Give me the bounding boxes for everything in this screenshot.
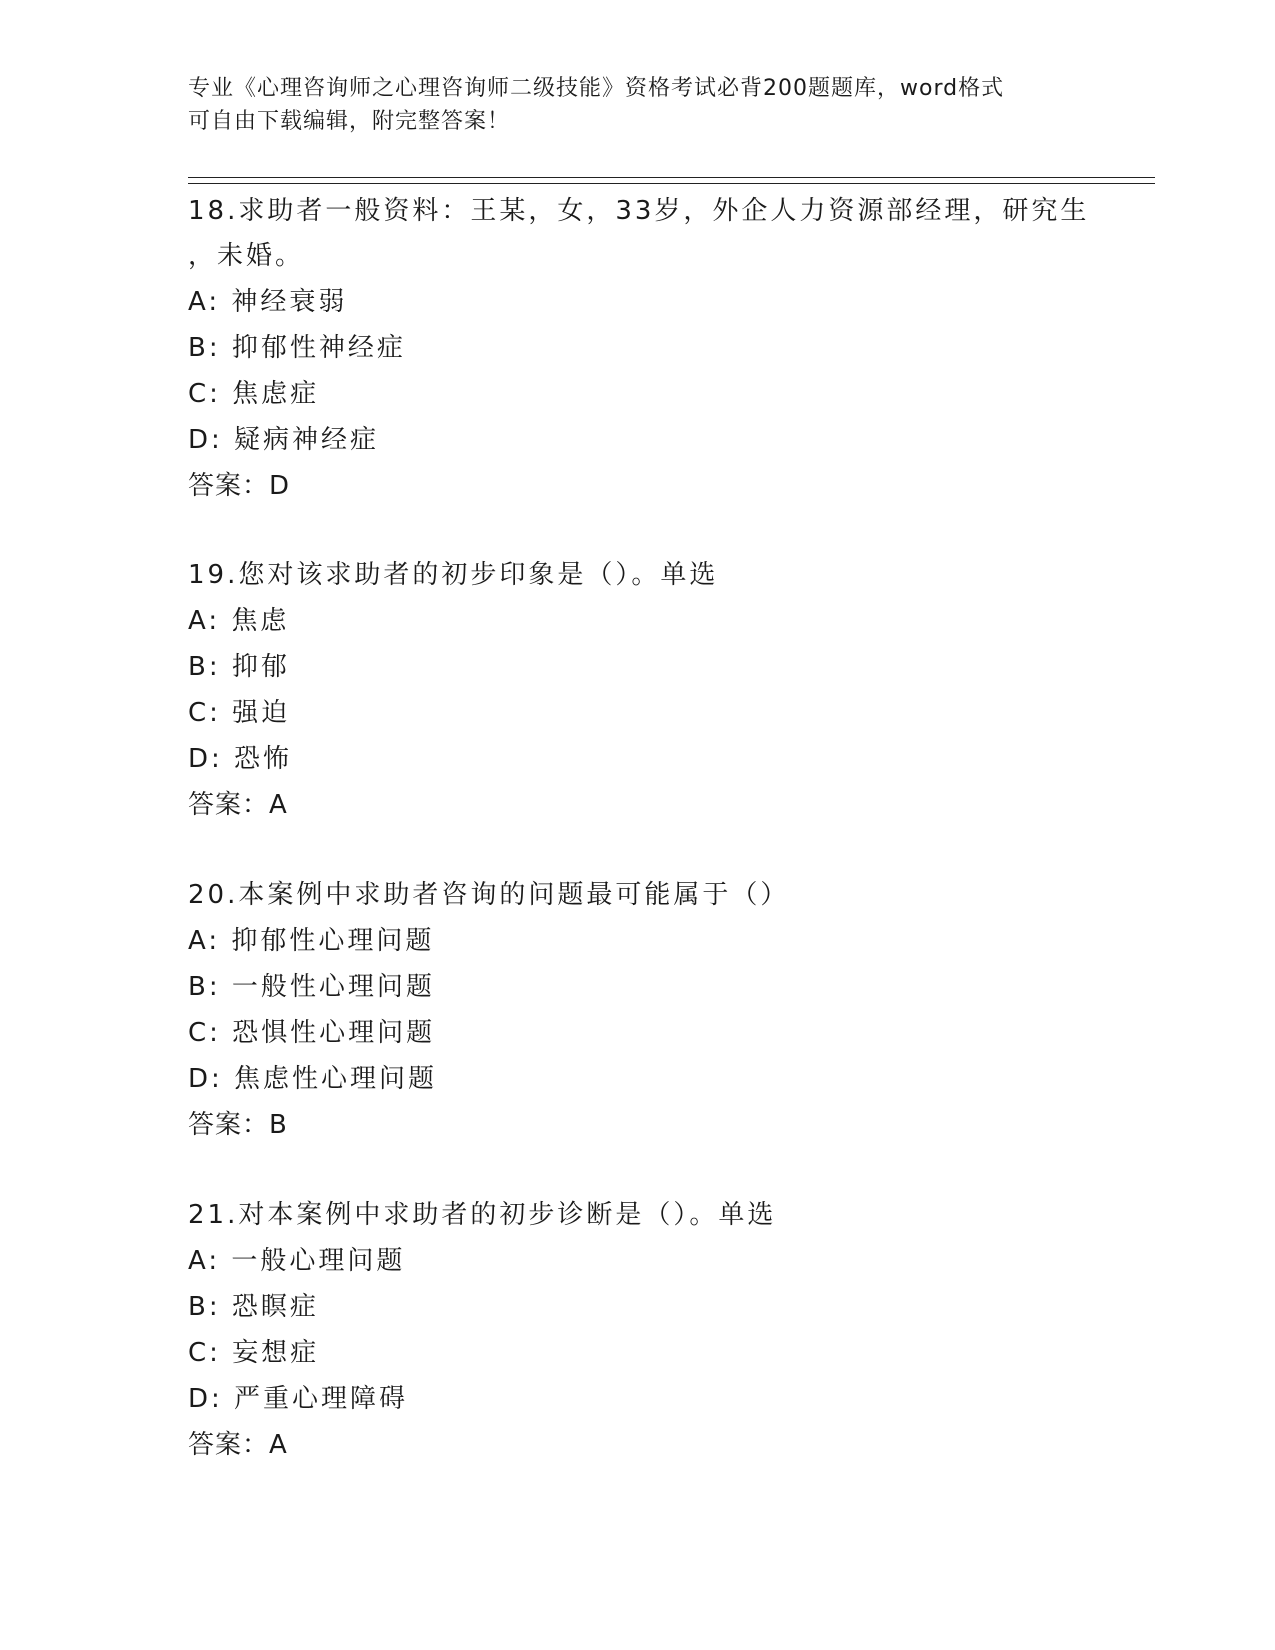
header-line-1: 专业《心理咨询师之心理咨询师二级技能》资格考试必背200题题库，word格式 (188, 76, 1005, 101)
document-header (188, 72, 1088, 138)
option-d: D: 严重心理障碍 (188, 1384, 409, 1414)
option-c: C: 妄想症 (188, 1338, 320, 1368)
answer: 答案：D (188, 471, 291, 501)
question-20 (188, 873, 1148, 1148)
question-19 (188, 553, 1148, 828)
answer: 答案：A (188, 790, 288, 820)
question-18 (188, 189, 1148, 509)
option-b: B: 一般性心理问题 (188, 972, 435, 1002)
option-a: A: 神经衰弱 (188, 287, 348, 317)
option-c: C: 恐惧性心理问题 (188, 1018, 436, 1048)
option-b: B: 恐瞑症 (188, 1292, 319, 1322)
option-c: C: 强迫 (188, 698, 291, 728)
question-stem: 19.您对该求助者的初步印象是（）。单选 (188, 560, 719, 590)
option-b: B: 抑郁性神经症 (188, 333, 406, 363)
answer: 答案：B (188, 1110, 288, 1140)
option-d: D: 焦虑性心理问题 (188, 1064, 438, 1094)
option-a: A: 焦虑 (188, 606, 290, 636)
option-a: A: 一般心理问题 (188, 1246, 406, 1276)
question-stem: 18.求助者一般资料：王某，女，33岁，外企人力资源部经理，研究生 (188, 196, 1090, 226)
question-stem: 21.对本案例中求助者的初步诊断是（）。单选 (188, 1200, 777, 1230)
answer: 答案：A (188, 1430, 288, 1460)
header-line-2: 可自由下载编辑，附完整答案！ (188, 109, 511, 134)
header-divider-bottom (188, 183, 1155, 184)
question-stem: 20.本案例中求助者咨询的问题最可能属于（） (188, 880, 790, 910)
option-b: B: 抑郁 (188, 652, 290, 682)
option-d: D: 恐怖 (188, 744, 293, 774)
option-c: C: 焦虑症 (188, 379, 320, 409)
option-d: D: 疑病神经症 (188, 425, 380, 455)
option-a: A: 抑郁性心理问题 (188, 926, 435, 956)
question-21 (188, 1193, 1148, 1468)
question-stem-continued: ，未婚。 (188, 241, 305, 271)
header-divider-top (188, 177, 1155, 178)
